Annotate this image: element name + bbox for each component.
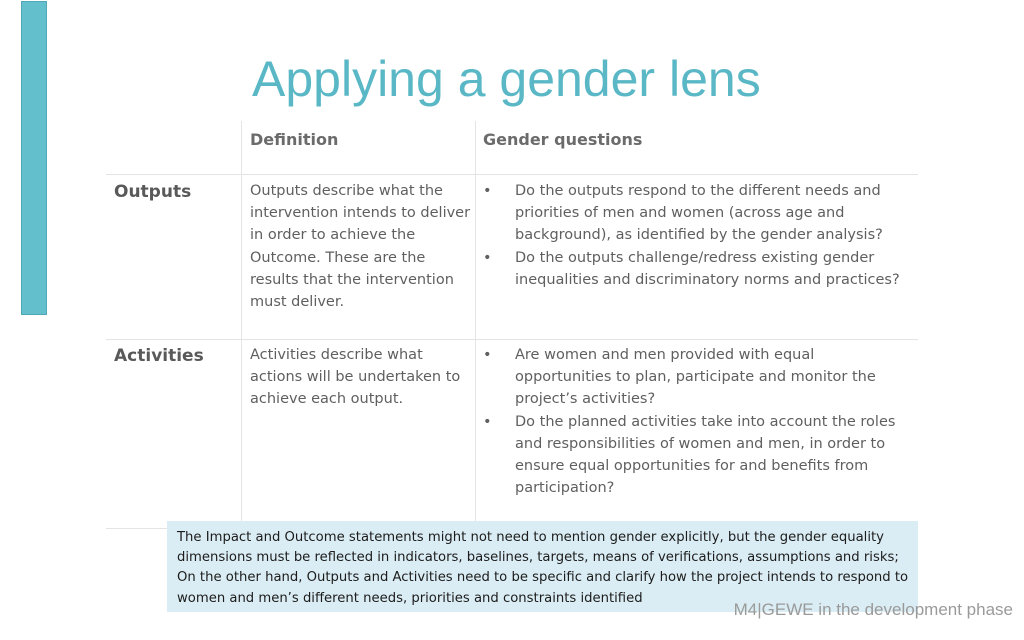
question-text: Do the outputs challenge/redress existing gender inequalities and discriminatory norms and practices? (515, 249, 900, 288)
bullet-icon: • (483, 249, 492, 266)
bullet-icon: • (483, 183, 492, 199)
row-divider-1 (106, 174, 918, 175)
note-line: dimensions must be reflected in indicators, baselines, targets, means of verifications, assumptions and risks; (177, 550, 899, 566)
note-line: The Impact and Outcome statements might not need to mention gender explicitly, but the gender equality (177, 530, 884, 545)
questions-outputs (483, 180, 913, 291)
column-divider-2 (475, 121, 476, 528)
slide-title: Applying a gender lens (252, 51, 761, 107)
row-label-activities: Activities (114, 346, 204, 366)
questions-activities (483, 344, 913, 499)
accent-bar (21, 1, 47, 315)
definition-activities: Activities describe what actions will be undertaken to achieve each output. (250, 347, 461, 408)
list-item (483, 344, 913, 411)
question-text: Do the planned activities take into account the roles and responsibilities of women and men, in order to ensure equal opportunities for and benefits from participation? (515, 413, 896, 497)
list-item (483, 247, 913, 291)
bullet-icon: • (483, 347, 492, 363)
question-text: Are women and men provided with equal opportunities to plan, participate and monitor the project’s activities? (515, 347, 876, 408)
list-item (483, 180, 913, 247)
footer-text: M4|GEWE in the development phase (733, 600, 1013, 619)
header-gender-questions: Gender questions (483, 130, 643, 149)
row-divider-2 (106, 339, 918, 340)
list-item (483, 411, 913, 500)
note-line: On the other hand, Outputs and Activities need to be specific and clarify how the project intends to respond to (177, 570, 909, 586)
note-line: women and men’s different needs, priorities and constraints identified (177, 590, 643, 606)
row-label-outputs: Outputs (114, 182, 192, 202)
bullet-icon: • (483, 413, 492, 430)
header-definition: Definition (250, 130, 339, 149)
row-divider-3 (106, 528, 176, 529)
question-text: Do the outputs respond to the different needs and priorities of men and women (across age and background), as identified by the gender analysis? (515, 183, 883, 244)
definition-outputs: Outputs describe what the intervention intends to deliver in order to achieve the Outcome. These are the results that the intervention must deliver. (250, 183, 471, 311)
note-box (167, 521, 918, 612)
column-divider-1 (241, 121, 242, 528)
